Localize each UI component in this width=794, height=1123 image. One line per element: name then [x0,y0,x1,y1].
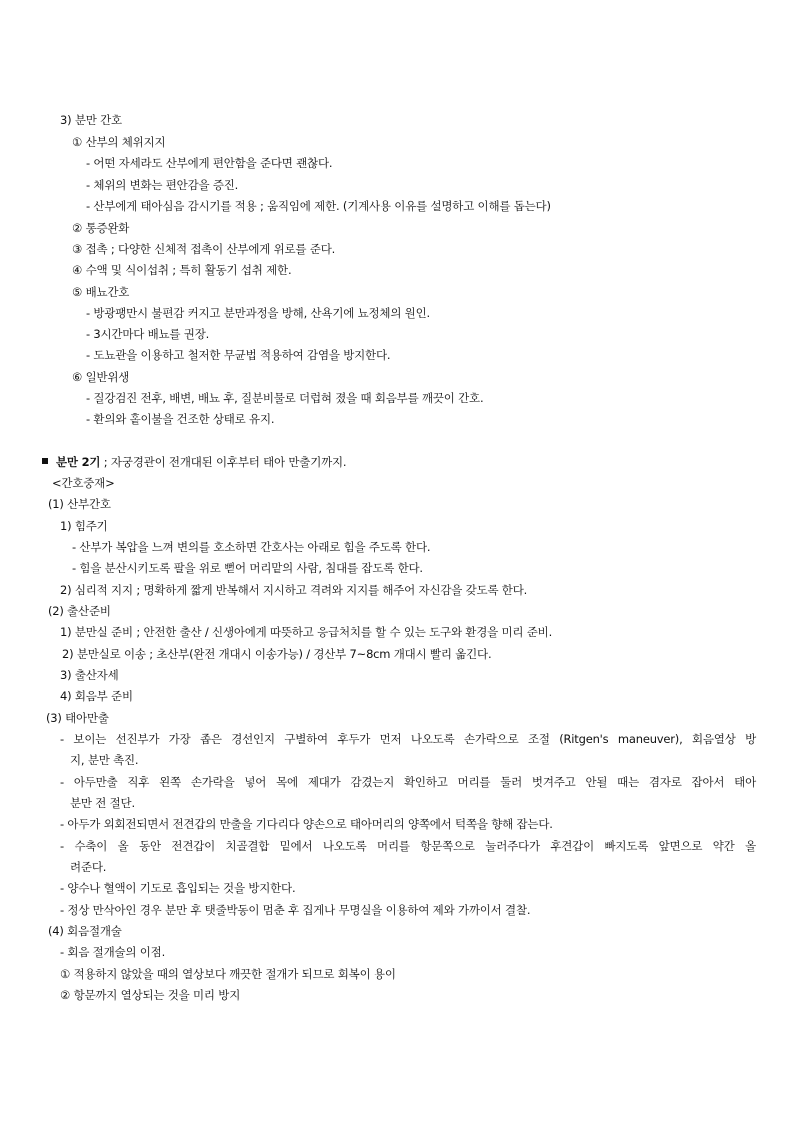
list-item: - 아두만출 직후 왼쪽 손가락을 넣어 목에 제대가 감겼는지 확인하고 머리를 둘러 벗겨주고 안될 때는 겸자로 잡아서 태아 [60,775,756,789]
list-item: - 회음 절개술의 이점. [60,945,166,959]
intervention-label: <간호중재> [52,476,115,490]
subheading: (3) 태아만출 [46,711,109,725]
list-item-continuation: 려준다. [70,860,107,874]
subheading: ④ 수액 및 식이섭취 ; 특히 활동기 섭취 제한. [72,263,292,277]
list-item: 2) 분만실로 이송 ; 초산부(완전 개대시 이송가능) / 경산부 7~8cm 개대시 빨리 옮긴다. [62,647,492,661]
subheading: ⑤ 배뇨간호 [72,285,130,299]
list-item: - 힘을 분산시키도록 팔을 위로 뻗어 머리맡의 사람, 침대를 잡도록 한다. [72,561,423,575]
square-bullet-icon [42,458,48,464]
list-item: - 체위의 변화는 편안감을 증진. [86,178,239,192]
subheading: ⑥ 일반위생 [72,370,130,384]
list-item: 4) 회음부 준비 [60,689,133,703]
subheading: (4) 회음절개술 [48,924,122,938]
list-item: 1) 분만실 준비 ; 안전한 출산 / 신생아에게 따뜻하고 응급처치를 할 수 있는 도구와 환경을 미리 준비. [60,625,553,639]
list-item: - 정상 만삭아인 경우 분만 후 탯줄박동이 멈춘 후 집게나 무명실을 이용하여 제와 가까이서 결찰. [60,903,531,917]
list-item: - 방광팽만시 불편감 커지고 분만과정을 방해, 산욕기에 뇨정체의 원인. [86,306,430,320]
list-item: - 어떤 자세라도 산부에게 편안함을 준다면 괜찮다. [86,156,333,170]
list-item: - 수축이 올 동안 전견갑이 치골결합 밑에서 나오도록 머리를 항문쪽으로 눌러주다가 후견갑이 빠지도록 앞면으로 약간 올 [60,839,756,853]
list-item: 3) 출산자세 [60,668,119,682]
subheading: ② 통증완화 [72,221,130,235]
list-item: - 질강검진 전후, 배변, 배뇨 후, 질분비물로 더럽혀 졌을 때 회음부를 깨끗이 간호. [86,391,484,405]
list-item: - 양수나 혈액이 기도로 흡입되는 것을 방지한다. [60,881,296,895]
stage-description: ; 자궁경관이 전개대된 이후부터 태아 만출기까지. [100,455,347,469]
list-item: - 환의와 홑이불을 건조한 상태로 유지. [86,412,275,426]
list-item: - 산부에게 태아심음 감시기를 적용 ; 움직임에 제한. (기계사용 이유를 설명하고 이해를 돕는다) [86,199,551,213]
subheading: (2) 출산준비 [48,604,111,618]
subheading: ① 산부의 체위지지 [72,135,166,149]
list-item: ① 적용하지 않았을 때의 열상보다 깨끗한 절개가 되므로 회복이 용이 [60,967,396,981]
section-heading: 3) 분만 간호 [60,113,122,127]
list-item: 2) 심리적 지지 ; 명확하게 짧게 반복해서 지시하고 격려와 지지를 해주어 자신감을 갖도록 한다. [60,583,528,597]
list-item-continuation: 분만 전 절단. [70,796,135,810]
list-item: - 보이는 선진부가 가장 좁은 경선인지 구별하여 후두가 먼저 나오도록 손가락으로 조절 (Ritgen's maneuver), 회음열상 방 [60,732,756,746]
list-item: ② 항문까지 열상되는 것을 미리 방지 [60,988,241,1002]
stage-heading [56,454,346,470]
subheading: (1) 산부간호 [48,497,111,511]
list-item-continuation: 지, 분만 촉진. [70,753,139,767]
list-item: - 도뇨관을 이용하고 철저한 무균법 적용하여 감염을 방지한다. [86,348,391,362]
list-item: - 3시간마다 배뇨를 권장. [86,327,210,341]
list-item: - 아두가 외회전되면서 전견갑의 만출을 기다리다 양손으로 태아머리의 양쪽에서 턱쪽을 향해 잡는다. [60,817,553,831]
subheading: ③ 접촉 ; 다양한 신체적 접촉이 산부에게 위로를 준다. [72,242,336,256]
list-item: - 산부가 복압을 느껴 변의를 호소하면 간호사는 아래로 힘을 주도록 한다. [72,540,431,554]
stage-title: 분만 2기 [56,455,101,469]
subheading: 1) 힘주기 [60,519,108,533]
